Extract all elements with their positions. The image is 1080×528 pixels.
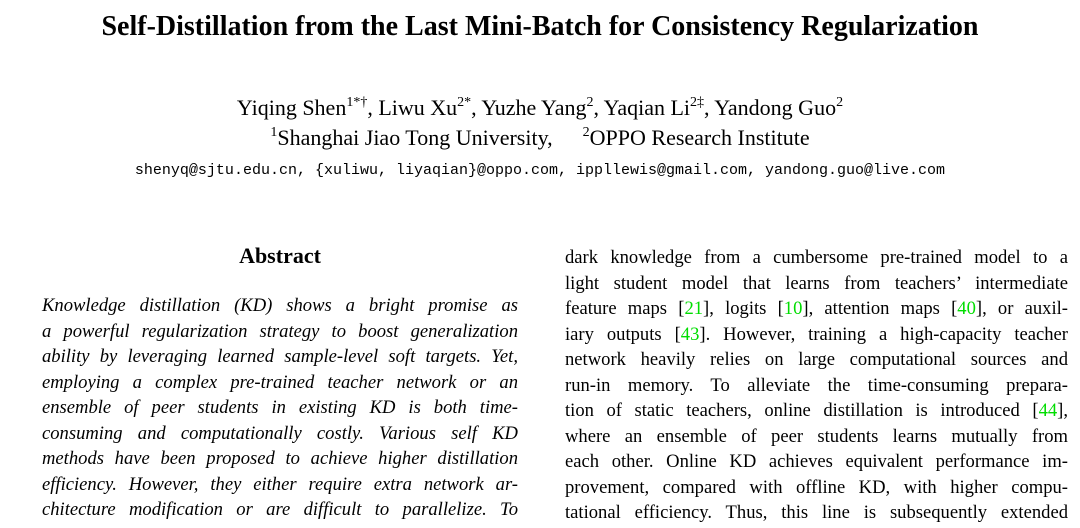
body-text-segment: ], — [1057, 400, 1068, 421]
affiliation-list — [0, 124, 1080, 152]
author: Yandong Guo$^2$ — [714, 95, 844, 120]
abstract-line: a powerful regularization strategy to boost generalization — [42, 320, 518, 342]
author-list — [0, 94, 1080, 122]
author-emails: shenyq@sjtu.edu.cn, {xuliwu, liyaqian}@oppo.com, ippllewis@gmail.com, yandong.guo@live.com — [134, 162, 946, 179]
body-text-segment: each other. Online KD achieves equivalent performance im- — [565, 451, 1068, 472]
affiliation: $^1$Shanghai Jiao Tong University, — [270, 125, 553, 150]
body-text-segment: ], or auxil- — [975, 298, 1068, 319]
citation-link[interactable]: 44 — [1038, 400, 1058, 421]
body-line — [565, 398, 1068, 424]
body-line — [565, 424, 1068, 450]
author: Yiqing Shen$^{1*\dagger}$, — [236, 95, 379, 120]
citation-link[interactable]: 21 — [684, 298, 704, 319]
abstract-line: employing a complex pre-trained teacher network or an — [42, 371, 518, 393]
body-line — [565, 296, 1068, 322]
abstract-line: methods have been proposed to achieve higher distillation — [42, 448, 518, 469]
abstract-line: Knowledge distillation (KD) shows a bright promise as — [42, 295, 518, 316]
body-text-right-column — [565, 245, 1068, 526]
body-text-segment: where an ensemble of peer students learns mutually from — [565, 425, 1068, 447]
citation-link[interactable]: 40 — [957, 298, 976, 319]
citation-link[interactable]: 10 — [783, 298, 803, 319]
abstract-line: ensemble of peer students in existing KD is both time- — [42, 397, 518, 418]
body-text-segment: ], attention maps [ — [802, 298, 958, 319]
body-text-segment: dark knowledge from a cumbersome pre-trained model to a — [565, 247, 1068, 268]
abstract-line: chitecture modification or are difficult to parallelize. To — [42, 499, 518, 520]
body-line — [565, 271, 1068, 297]
body-text-segment: ], logits [ — [703, 298, 784, 319]
body-text-segment: ]. However, training a high-capacity teacher — [699, 323, 1068, 345]
author: Yaqian $Li^{2\ddagger}$, — [603, 95, 715, 120]
body-line — [565, 322, 1068, 348]
author: Yuzhe Yang$^2$, — [481, 95, 604, 120]
body-line — [565, 500, 1068, 526]
body-text-segment: feature maps [ — [565, 298, 685, 319]
body-text-segment: tational efficiency. Thus, this line is subsequently extended — [565, 502, 1068, 523]
body-text-segment: run-in memory. To alleviate the time-consuming prepara- — [565, 374, 1068, 396]
body-text-segment: provement, compared with offline KD, with higher compu- — [565, 476, 1068, 498]
author: Liwu $Xu^{2*}$, — [378, 95, 482, 120]
body-text-segment: network heavily relies on large computational sources and — [565, 349, 1068, 370]
paper-title: Self-Distillation from the Last Mini-Batch for Consistency Regularization — [101, 11, 979, 42]
body-line — [565, 475, 1068, 501]
abstract-line: ability by leveraging learned sample-level soft targets. Yet, — [42, 346, 518, 367]
body-text-segment: light student model that learns from teachers’ intermediate — [565, 272, 1068, 294]
citation-link[interactable]: 43 — [680, 323, 700, 345]
abstract-heading: Abstract — [239, 243, 321, 268]
abstract-line: consuming and computationally costly. Various self KD — [42, 422, 518, 444]
body-line — [565, 245, 1068, 271]
abstract-line: efficiency. However, they either require extra network ar- — [42, 473, 518, 495]
abstract-text — [42, 293, 518, 523]
affiliation: $^2$OPPO Research Institute — [582, 125, 810, 150]
body-text-segment: tion of static teachers, online distillation is introduced [ — [565, 400, 1039, 421]
body-line — [565, 347, 1068, 373]
body-text-segment: iary outputs [ — [565, 323, 681, 345]
body-line — [565, 373, 1068, 399]
body-line — [565, 449, 1068, 475]
